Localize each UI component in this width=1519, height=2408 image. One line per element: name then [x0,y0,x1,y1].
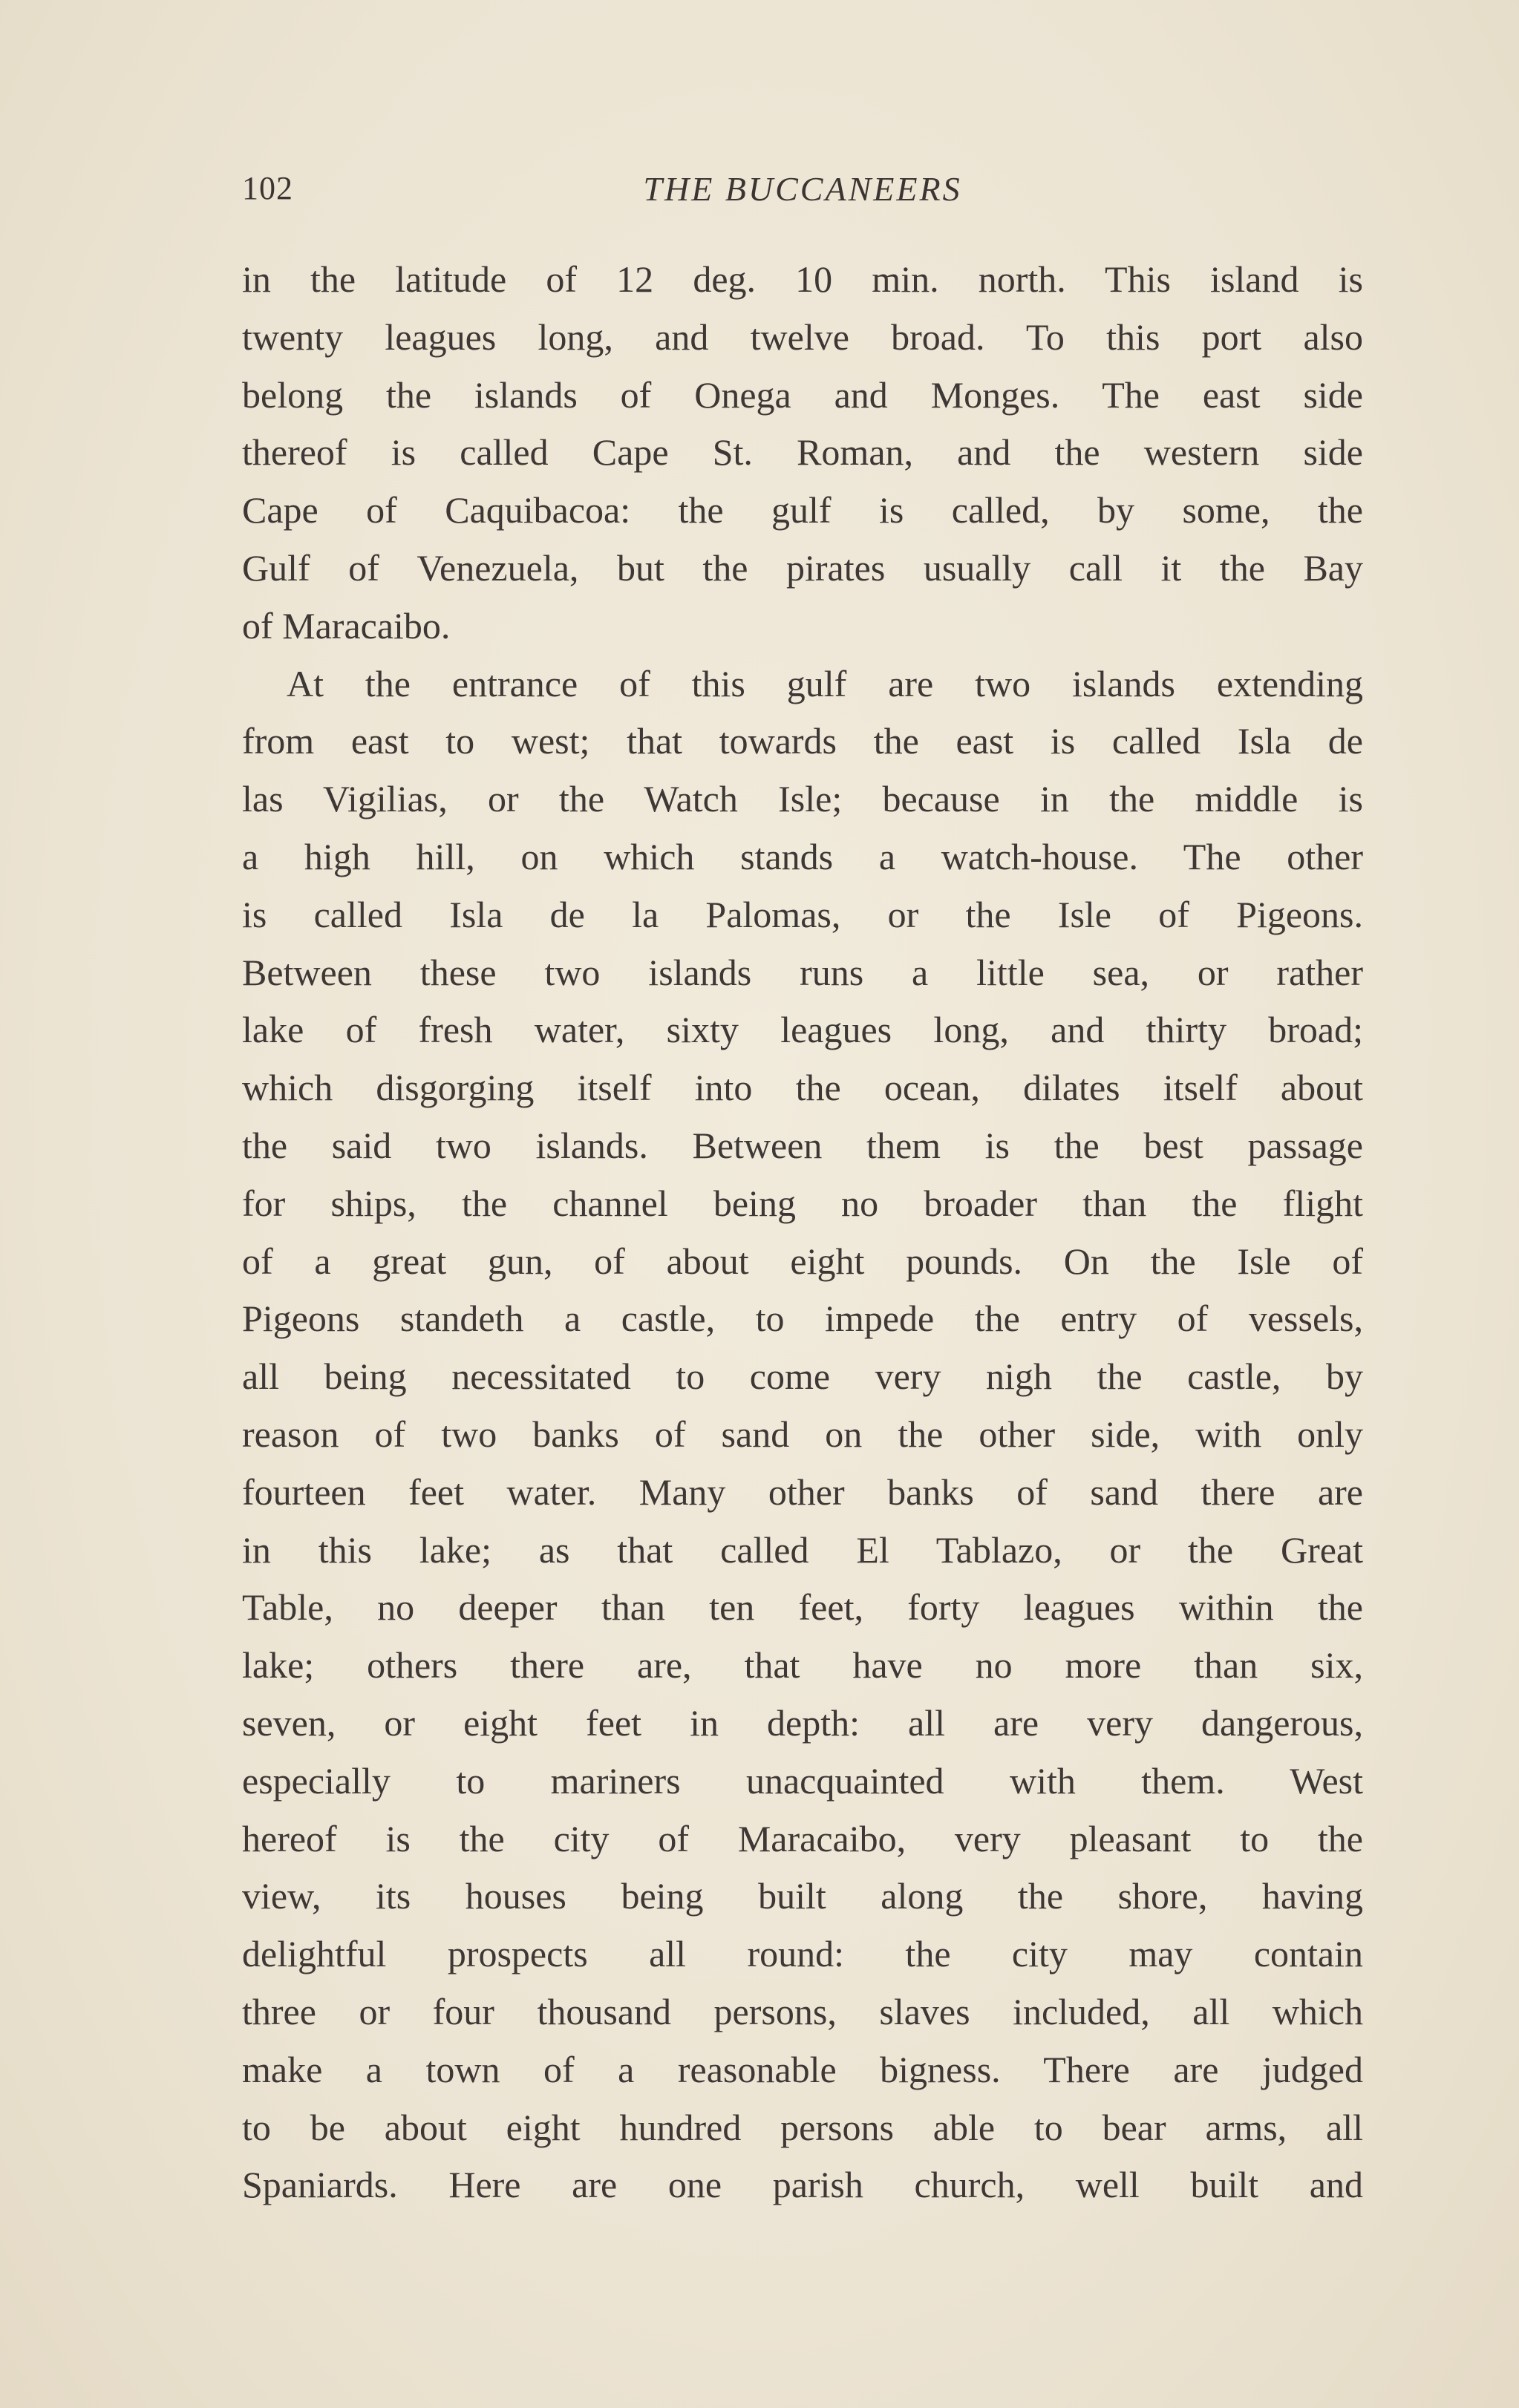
text-line: fourteen feet water. Many other banks of sand there are [242,1470,1363,1513]
text-line: of a great gun, of about eight pounds. On the Isle of [242,1240,1363,1282]
text-line: make a town of a reasonable bigness. There are judged [242,2048,1363,2090]
text-line: a high hill, on which stands a watch-house. The other [242,835,1363,877]
text-line: three or four thousand persons, slaves included, all which [242,1990,1363,2032]
text-line: Cape of Caquibacoa: the gulf is called, by some, the [242,489,1363,531]
text-line: is called Isla de la Palomas, or the Isle of Pigeons. [242,893,1363,935]
text-line: hereof is the city of Maracaibo, very pleasant to the [242,1817,1363,1859]
text-line: which disgorging itself into the ocean, dilates itself about [242,1067,1363,1109]
text-line: to be about eight hundred persons able to bear arms, all [242,2106,1363,2148]
text-line: of Maracaibo. [242,604,451,647]
text-line: las Vigilias, or the Watch Isle; because in the middle is [242,778,1363,820]
text-line: in this lake; as that called El Tablazo, or the Great [242,1528,1363,1571]
text-line: for ships, the channel being no broader than the flight [242,1182,1363,1224]
page-header [242,169,1363,221]
text-line: lake of fresh water, sixty leagues long, and thirty broad; [242,1009,1363,1051]
text-line: Spaniards. Here are one parish church, well built and [242,2164,1363,2206]
text-line: in the latitude of 12 deg. 10 min. north. This island is [242,258,1363,300]
text-line: seven, or eight feet in depth: all are very dangerous, [242,1701,1363,1744]
text-line: especially to mariners unacquainted with them. West [242,1759,1363,1802]
running-head: THE BUCCANEERS [643,170,962,208]
text-line: view, its houses being built along the shore, having [242,1875,1363,1917]
text-line: the said two islands. Between them is the best passage [242,1124,1363,1166]
text-line: Between these two islands runs a little sea, or rather [242,951,1363,993]
text-line: from east to west; that towards the east is called Isla de [242,720,1363,762]
body-text [242,251,1363,2214]
text-line: delightful prospects all round: the city may contain [242,1933,1363,1975]
text-line: all being necessitated to come very nigh the castle, by [242,1355,1363,1398]
text-line: Pigeons standeth a castle, to impede the entry of vessels, [242,1298,1363,1340]
text-line: Table, no deeper than ten feet, forty leagues within the [242,1586,1363,1629]
text-line: thereof is called Cape St. Roman, and the western side [242,431,1363,474]
text-line: twenty leagues long, and twelve broad. To this port also [242,315,1363,358]
text-line: belong the islands of Onega and Monges. The east side [242,373,1363,416]
text-line: reason of two banks of sand on the other side, with only [242,1413,1363,1455]
text-line: Gulf of Venezuela, but the pirates usually call it the Bay [242,546,1363,589]
text-line: lake; others there are, that have no more than six, [242,1644,1363,1686]
page-number: 102 [242,170,293,206]
paragraph-start-line: At the entrance of this gulf are two islands extending [287,662,1363,704]
